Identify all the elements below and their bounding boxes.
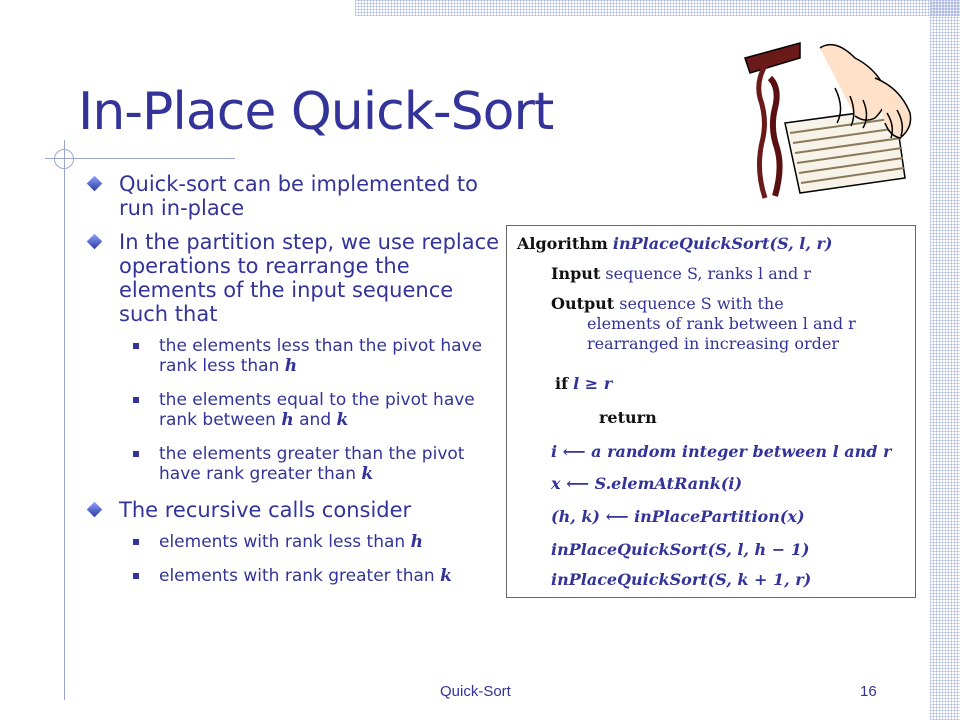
output-text: sequence S with the <box>619 294 784 313</box>
keyword-return <box>599 408 657 427</box>
line-partition: (h, k) ⟵ inPlacePartition(x) <box>551 507 805 526</box>
algorithm-name: inPlaceQuickSort(S, l, r) <box>612 234 833 253</box>
output-text-line: rearranged in increasing order <box>587 334 839 353</box>
bullet-item <box>85 172 505 220</box>
square-bullet-icon <box>133 397 139 403</box>
sub-bullet-text: the elements equal to the pivot have rank between <box>159 390 475 430</box>
sub-bullet-text: the elements less than the pivot have rank less than <box>159 336 483 376</box>
bullet-item <box>85 230 505 326</box>
input-text: sequence S, ranks l and r <box>605 264 812 283</box>
square-bullet-icon <box>133 539 139 545</box>
variable-h: h <box>284 356 298 376</box>
variable-k: k <box>336 410 349 430</box>
footer-topic: Quick-Sort <box>440 683 511 700</box>
square-bullet-icon <box>133 451 139 457</box>
algorithm-header <box>517 234 832 253</box>
sub-bullet-text: the elements greater than the pivot have rank greater than <box>159 444 465 484</box>
recursive-sublist <box>85 532 505 586</box>
diamond-bullet-icon <box>87 176 103 192</box>
square-bullet-icon <box>133 343 139 349</box>
sub-bullet-item <box>85 444 505 484</box>
return-text: return <box>599 408 657 427</box>
loom-clipart <box>725 18 920 203</box>
page-number: 16 <box>860 683 877 700</box>
variable-h: h <box>410 532 423 552</box>
line-elem-at-rank: x ⟵ S.elemAtRank(i) <box>551 474 743 493</box>
output-text-line: elements of rank between l and r <box>587 314 856 333</box>
slide-title: In-Place Quick-Sort <box>78 82 554 142</box>
guide-vertical-line <box>64 140 65 700</box>
sub-bullet-conjunction: and <box>299 410 332 430</box>
bullet-list <box>85 172 505 600</box>
diamond-bullet-icon <box>87 234 103 250</box>
keyword-algorithm: Algorithm <box>517 234 608 253</box>
line-recursive-call-2: inPlaceQuickSort(S, k + 1, r) <box>551 570 812 589</box>
algorithm-input <box>551 264 811 283</box>
diamond-bullet-icon <box>87 502 103 518</box>
top-pattern <box>355 0 960 16</box>
algorithm-output <box>551 294 784 313</box>
algorithm-box <box>506 225 916 598</box>
bullet-text: The recursive calls consider <box>119 498 412 522</box>
line-recursive-call-1: inPlaceQuickSort(S, l, h − 1) <box>551 540 810 559</box>
sub-bullet-text: elements with rank greater than <box>159 566 435 586</box>
sub-bullet-item <box>85 566 505 586</box>
keyword-if: if <box>555 374 568 393</box>
bullet-text: Quick-sort can be implemented to run in-place <box>119 172 478 220</box>
sub-bullet-item <box>85 336 505 376</box>
variable-h: h <box>281 410 294 430</box>
if-condition: l ≥ r <box>573 374 613 393</box>
line-random-i: i ⟵ a random integer between l and r <box>551 442 892 461</box>
partition-sublist <box>85 336 505 484</box>
square-bullet-icon <box>133 573 139 579</box>
sub-bullet-item <box>85 390 505 430</box>
sub-bullet-item <box>85 532 505 552</box>
keyword-output: Output <box>551 294 615 313</box>
variable-k: k <box>361 464 374 484</box>
right-pattern <box>930 0 960 720</box>
guide-circle <box>54 149 74 169</box>
bullet-text: In the partition step, we use replace operations to rearrange the elements of the input sequence such that <box>119 230 500 326</box>
algorithm-if <box>555 374 612 393</box>
keyword-input: Input <box>551 264 601 283</box>
bullet-item <box>85 498 505 522</box>
sub-bullet-text: elements with rank less than <box>159 532 406 552</box>
variable-k: k <box>440 566 452 586</box>
